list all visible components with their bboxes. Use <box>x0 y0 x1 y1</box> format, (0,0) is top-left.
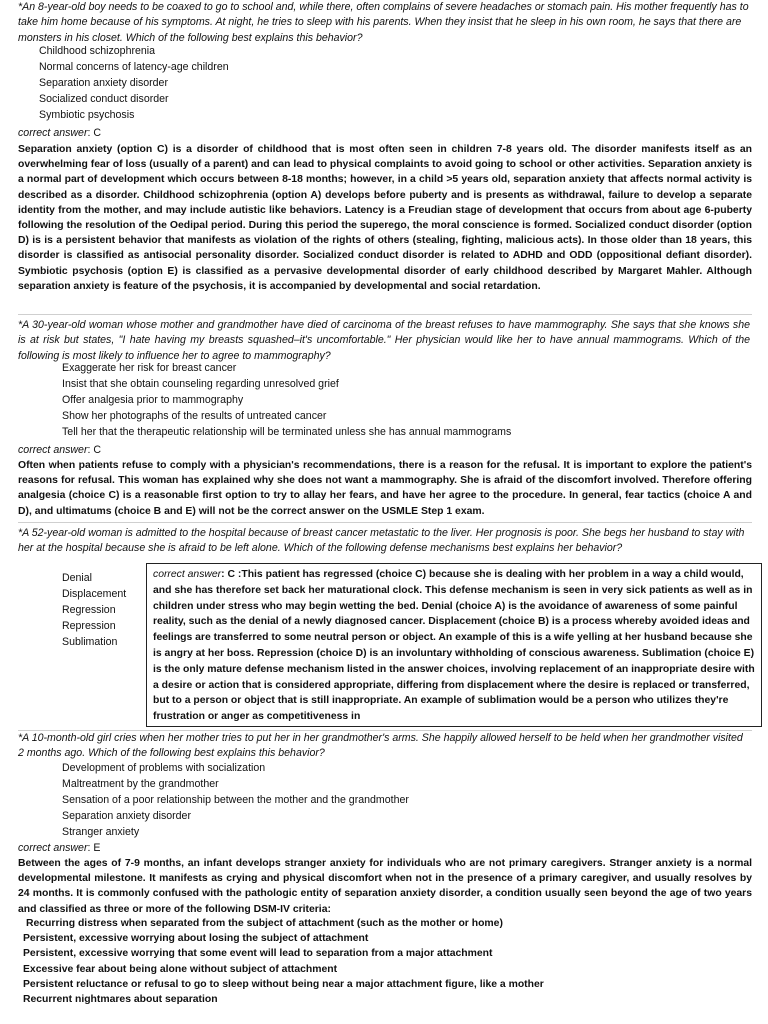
option: Repression <box>62 619 116 632</box>
option: Denial <box>62 572 93 584</box>
option: Sensation of a poor relationship between the mother and the grandmother <box>62 793 409 806</box>
question-3-options <box>62 571 142 651</box>
answer-label: correct answer <box>18 444 88 456</box>
option: Regression <box>62 603 116 616</box>
question-2-stem: *A 30-year-old woman whose mother and grandmother have died of carcinoma of the breast refuses to have mammography. She says that she knows she is at risk but states, "I hate having my breasts squashed–it's uncomfortable." Her physician would like her to have annual mammograms. Which of the following is most likely to influence her to agree to mammography? <box>18 319 750 362</box>
answer-value: : C <box>87 127 102 139</box>
option: Show her photographs of the results of untreated cancer <box>62 409 327 422</box>
option: Socialized conduct disorder <box>39 92 169 105</box>
option: Stranger anxiety <box>62 825 140 838</box>
criteria-item: Persistent, excessive worrying that some event will lead to separation from a major attachment <box>23 948 493 960</box>
question-1-stem <box>18 0 750 46</box>
question-1-options <box>39 44 739 124</box>
criteria-item: Recurring distress when separated from the subject of attachment (such as the mother or home) <box>26 918 503 929</box>
question-1-answer <box>18 126 101 141</box>
answer-label: correct answer <box>18 842 88 854</box>
question-4-answer <box>18 841 100 856</box>
option: Tell her that the therapeutic relationship will be terminated unless she has annual mammograms <box>62 425 512 438</box>
question-4-explanation: Between the ages of 7-9 months, an infant develops stranger anxiety for individuals who are not primary caregivers. Stranger anxiety is a normal developmental milestone. It manifests as crying and physical discomfort when not in the presence of a primary caregiver, and usually resolves by 24 months. It is commonly confused with the pathologic entity of separation anxiety disorder, a condition usually seen beyond the age of two years and classified as three or more of the following DSM-IV criteria: <box>18 858 752 915</box>
option: Childhood schizophrenia <box>39 45 156 57</box>
answer-value: : E <box>87 842 101 854</box>
question-1-text: *An 8-year-old boy needs to be coaxed to go to school and, while there, often complains of severe headaches or stomach pain. His mother frequently has to take him home because of his symptoms. At night, he tries to sleep with his parents. When they insist that he sleep in his own room, he says that there are monsters in his closet. Which of the following best explains this behavior? <box>18 1 749 44</box>
option: Symbiotic psychosis <box>39 108 135 121</box>
answer-label: correct answer <box>153 569 222 580</box>
option: Separation anxiety disorder <box>39 76 168 89</box>
option: Insist that she obtain counseling regarding unresolved grief <box>62 377 339 390</box>
question-3-explanation: :This patient has regressed (choice C) because she is dealing with her problem in a way a child would, and she has therefore set back her maturational clock. This defense mechanism is seen in very sick patients as well as in children under stress who may begin wetting the bed. Denial (choice A) is the avoidance of awareness of some painful reality, such as the denial of a newly diagnosed cancer. Displacement (choice B) is a process whereby avoided ideas and feelings are transferred to some neutral person or object. An example of this is a wife yelling at her husband because she is angry at her boss. Repression (choice D) is an involuntary withholding of conscious awareness. Sublimation (choice E) is the only mature defense mechanism listed in the answer choices, involving replacement of an inappropriate desire with a desire or action that is considered appropriate, differing from displacement where the desire is replaced or transferred, but to a person or object that is still inappropriate. An example of sublimation would be a person who utilizes they're frustration or anger as competitiveness in <box>153 569 755 723</box>
option: Displacement <box>62 587 127 600</box>
question-2-explanation: Often when patients refuse to comply with a physician's recommendations, there is a reason for the refusal. It is important to explore the patient's reasons for refusal. This woman has explained why she does not want a mammography. She is afraid of the discomfort involved. Therefore offering analgesia (choice C) is a reasonable first option to try to allay her fears, and have her agree to the procedure. In general, fear tactics (choice A and D), and ultimatums (choice B and E) will not be the correct answer on the USMLE Step 1 exam. <box>18 460 752 517</box>
question-2-options <box>62 361 742 441</box>
question-4-criteria <box>18 916 752 1007</box>
criteria-item: Persistent, excessive worrying about losing the subject of attachment <box>23 933 369 945</box>
option: Sublimation <box>62 635 118 648</box>
option: Offer analgesia prior to mammography <box>62 393 244 406</box>
question-4-options <box>62 761 742 841</box>
answer-value: : C <box>221 569 235 580</box>
divider <box>18 522 752 523</box>
divider <box>18 314 752 315</box>
question-3-answer-and-explanation <box>147 564 761 725</box>
option: Development of problems with socialization <box>62 762 266 774</box>
option: Exaggerate her risk for breast cancer <box>62 362 237 374</box>
answer-label: correct answer <box>18 127 88 139</box>
criteria-item: Excessive fear about being alone without subject of attachment <box>23 963 338 975</box>
question-2-answer <box>18 443 101 458</box>
option: Separation anxiety disorder <box>62 809 191 822</box>
question-4-stem: *A 10-month-old girl cries when her mother tries to put her in her grandmother's arms. She happily allowed herself to be held when her grandmother visited 2 months ago. Which of the following best explains this behavior? <box>18 732 743 760</box>
option: Maltreatment by the grandmother <box>62 777 219 790</box>
option: Normal concerns of latency-age children <box>39 60 229 73</box>
question-1-explanation: Separation anxiety (option C) is a disorder of childhood that is most often seen in children 7-8 years old. The disorder manifests itself as an overwhelming fear of loss (usually of a parent) and can lead to physical complaints to avoid going to school or other activities. Separation anxiety is a normal part of development which occurs between 8-18 months; however, in a child >5 years old, separation anxiety that affects normal activity is described as a disorder. Childhood schizophrenia (option A) develops before puberty and is presents as withdrawal, failure to develop a separate identity from the mother, and may include autistic like behaviors. Latency is a Freudian stage of development that occurs from about age 6-puberty following the resolution of the Oedipal period. During this period the superego, the moral conscience is formed. Socialized conduct disorder (option D) is is a persistent behavior that manifests as violation of the rights of others (stealing, fighting, malicious acts). In those older than 18 years, this disorder is classified as antisocial personality disorder. Socialized conduct disorder is related to ADHD and ODD (oppositional defiant disorder). Symbiotic psychosis (option E) is classified as a pervasive developmental disorder of early childhood described by Margaret Mahler. Although separation anxiety is feature of the psychosis, it is accompanied by developmental and social retardation. <box>18 144 752 292</box>
criteria-item: Persistent reluctance or refusal to go to sleep without being near a major attachment figure, like a mother <box>23 978 544 990</box>
answer-callout-box <box>146 563 762 727</box>
question-3-stem: *A 52-year-old woman is admitted to the hospital because of breast cancer metastatic to the liver. Her prognosis is poor. She begs her husband to stay with her at the hospital because she is afraid to be left alone. Which of the following defense mechanisms best explains her behavior? <box>18 527 745 555</box>
criteria-item: Recurrent nightmares about separation <box>23 994 218 1006</box>
answer-value: : C <box>87 444 102 456</box>
